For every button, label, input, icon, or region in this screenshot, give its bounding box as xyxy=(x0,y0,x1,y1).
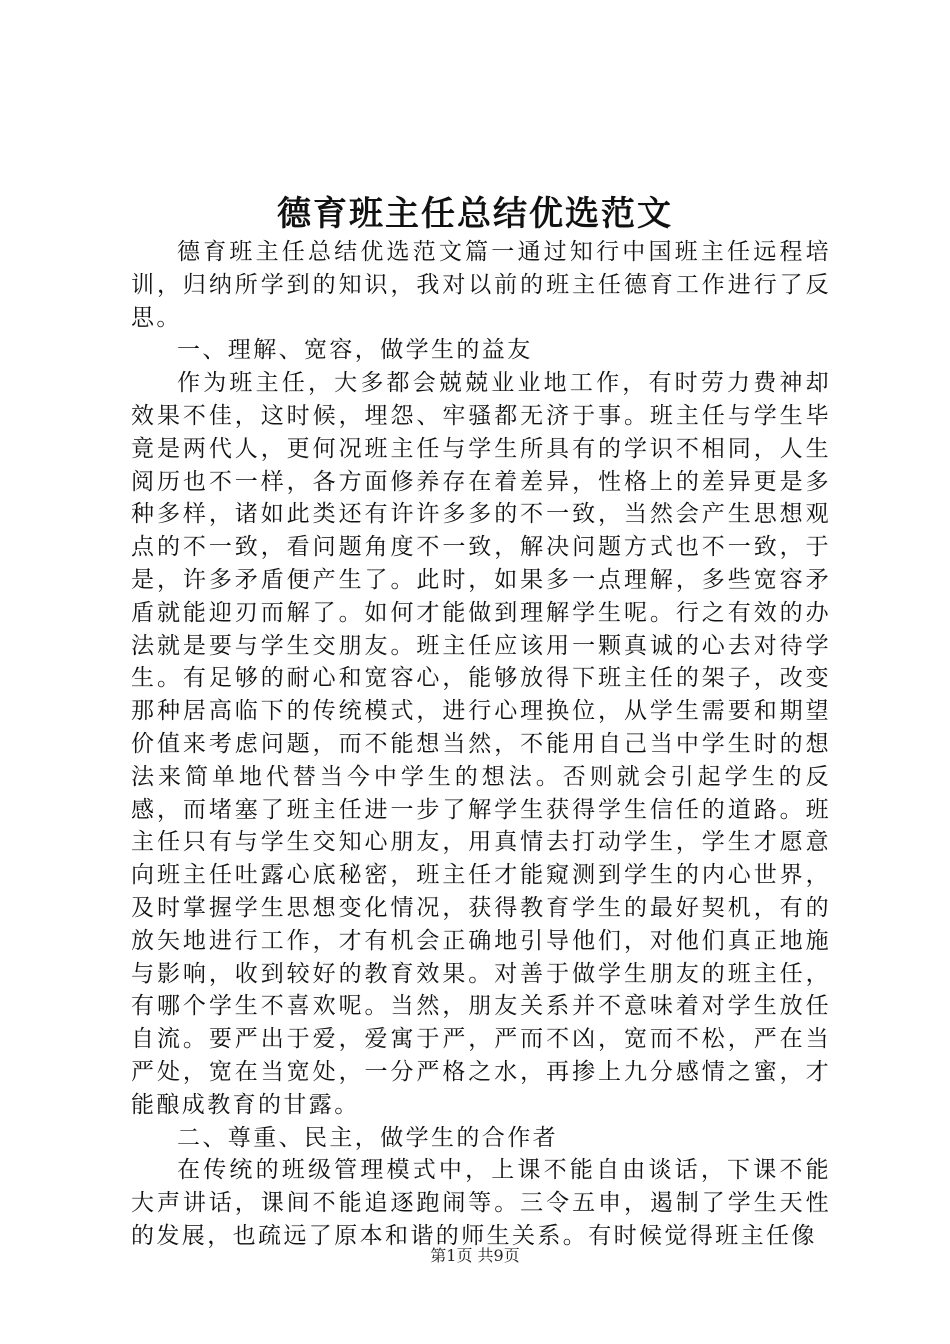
document-body xyxy=(131,236,831,1253)
paragraph-section-2: 在传统的班级管理模式中，上课不能自由谈话，下课不能大声讲话，课间不能追逐跑闹等。三令五申，遏制了学生天性的发展，也疏远了原本和谐的师生关系。有时候觉得班主任像 xyxy=(131,1157,831,1249)
document-title: 德育班主任总结优选范文 xyxy=(277,194,673,234)
page-footer: 第1页 共9页 xyxy=(430,1246,520,1265)
paragraph-section-1: 作为班主任，大多都会兢兢业业地工作，有时劳力费神却效果不佳，这时候，埋怨、牢骚都无济于事。班主任与学生毕竟是两代人，更何况班主任与学生所具有的学识不相同，人生阅历也不一样，各方面修养存在着差异，性格上的差异更是多种多样，诸如此类还有许许多多的不一致，当然会产生思想观点的不一致，看问题角度不一致，解决问题方式也不一致，于是，许多矛盾便产生了。此时，如果多一点理解，多些宽容矛盾就能迎刃而解了。如何才能做到理解学生呢。行之有效的办法就是要与学生交朋友。班主任应该用一颗真诚的心去对待学生。有足够的耐心和宽容心，能够放得下班主任的架子，改变那种居高临下的传统模式，进行心理换位，从学生需要和期望价值来考虑问题，而不能想当然，不能用自己当中学生时的想法来简单地代替当今中学生的想法。否则就会引起学生的反感，而堵塞了班主任进一步了解学生获得学生信任的道路。班主任只有与学生交知心朋友，用真情去打动学生，学生才愿意向班主任吐露心底秘密，班主任才能窥测到学生的内心世界，及时掌握学生思想变化情况，获得教育学生的最好契机，有的放矢地进行工作，才有机会正确地引导他们，对他们真正地施与影响，收到较好的教育效果。对善于做学生朋友的班主任，有哪个学生不喜欢呢。当然，朋友关系并不意味着对学生放任自流。要严出于爱，爱寓于严，严而不凶，宽而不松，严在当严处，宽在当宽处，一分严格之水，再掺上九分感情之蜜，才能酿成教育的甘露。 xyxy=(131,370,831,1118)
section-heading-1: 一、理解、宽容，做学生的益友 xyxy=(177,337,533,364)
section-heading-2: 二、尊重、民主，做学生的合作者 xyxy=(177,1124,558,1151)
paragraph-intro: 德育班主任总结优选范文篇一通过知行中国班主任远程培训，归纳所学到的知识，我对以前的班主任德育工作进行了反思。 xyxy=(131,239,831,331)
